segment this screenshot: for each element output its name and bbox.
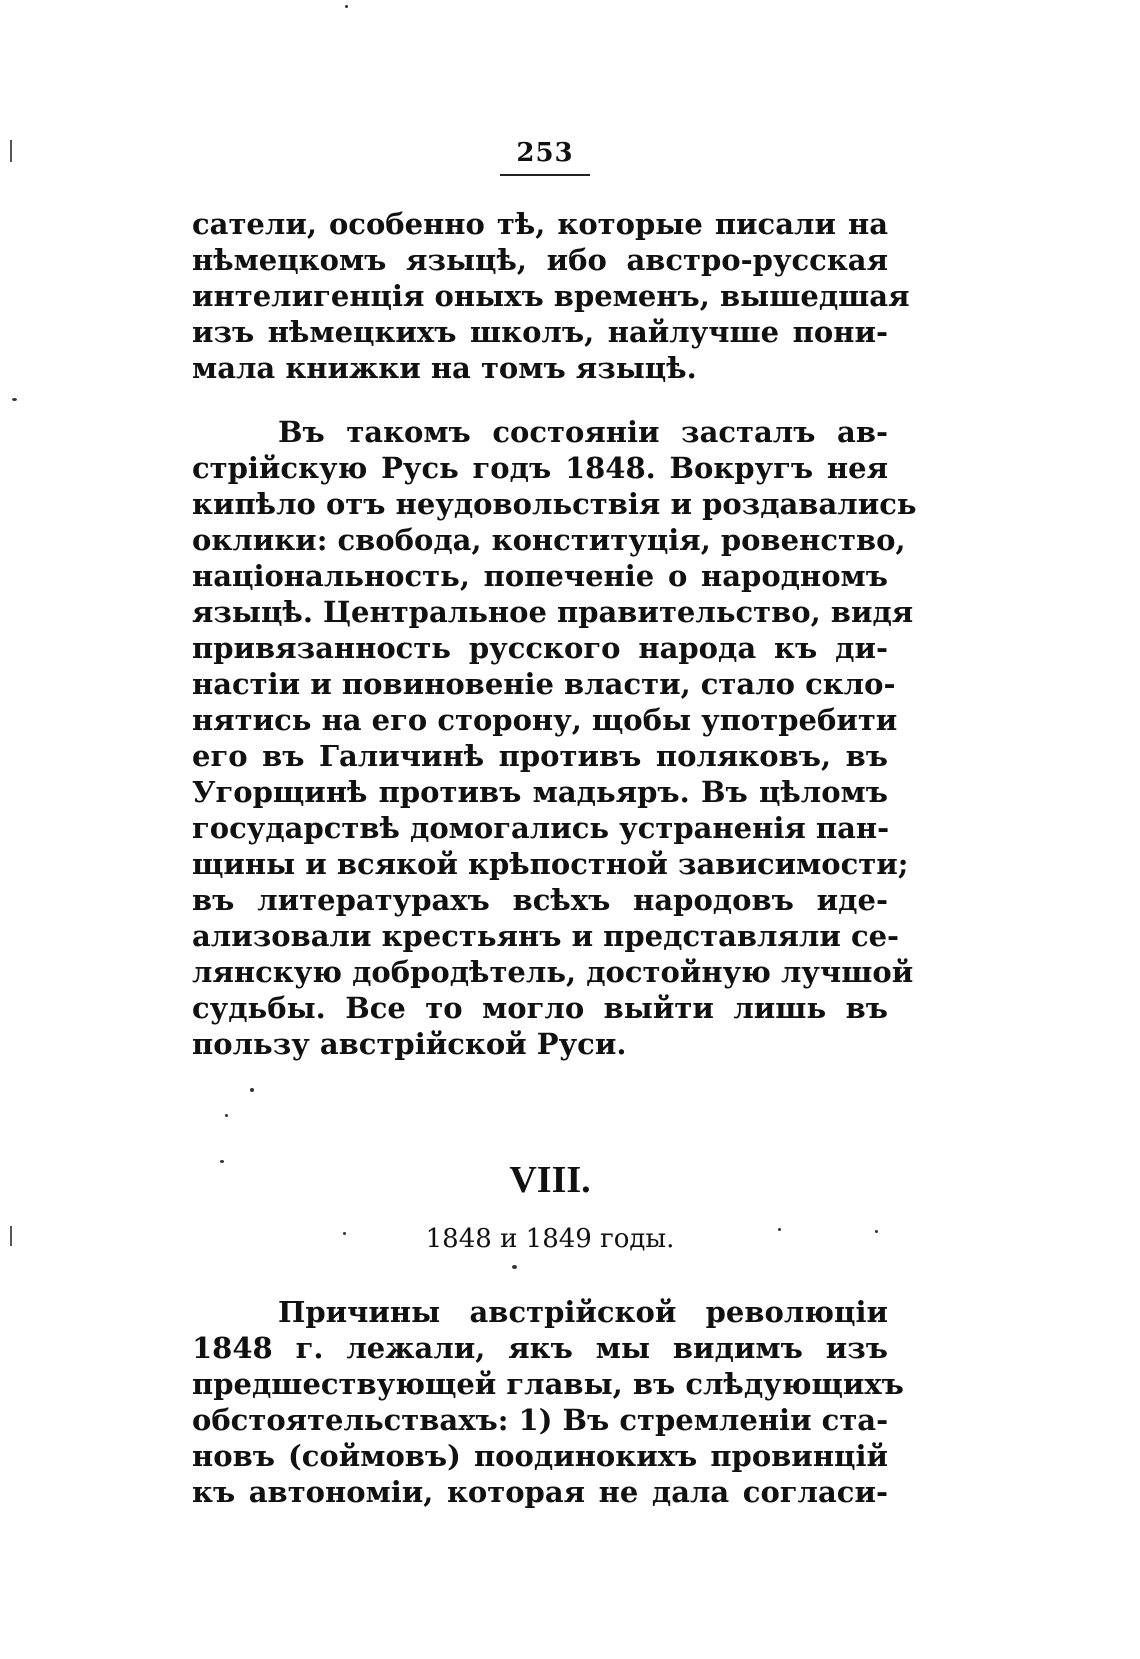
text-line: предшествующей главы, въ слѣдующихъ xyxy=(192,1367,904,1401)
text-line: привязанность русского народа къ ди- xyxy=(192,631,888,665)
text-line: государствѣ домогались устраненія пан- xyxy=(192,811,890,845)
scan-speck xyxy=(220,1160,224,1163)
text-line: мала книжки на томъ языцѣ. xyxy=(192,351,697,385)
text-line: къ автономіи, которая не дала согласи- xyxy=(192,1475,888,1509)
text-line: оклики: свобода, конституція, ровенство, xyxy=(192,523,906,557)
text-line: интелигенція оныхъ временъ, вышедшая xyxy=(192,279,910,313)
text-line: лянскую добродѣтель, достойную лучшой xyxy=(192,955,914,989)
scan-edge-mark xyxy=(10,140,12,162)
text-line: щины и всякой крѣпостной зависимости; xyxy=(192,847,909,881)
scan-speck xyxy=(343,1232,346,1235)
scan-speck xyxy=(225,1114,228,1117)
text-line: изъ нѣмецкихъ школъ, найлучше пони- xyxy=(192,315,888,349)
text-line: Въ такомъ состояніи засталъ ав- xyxy=(278,415,888,449)
text-line: новъ (соймовъ) поодинокихъ провинцій xyxy=(192,1439,888,1473)
text-line: языцѣ. Центральное правительство, видя xyxy=(192,595,914,629)
text-line: въ литературахъ всѣхъ народовъ иде- xyxy=(192,883,888,917)
scan-speck xyxy=(778,1228,781,1231)
text-line: ализовали крестьянъ и представляли се- xyxy=(192,919,900,953)
scan-speck xyxy=(345,5,348,8)
text-line: его въ Галичинѣ противъ поляковъ, въ xyxy=(192,739,888,773)
chapter-number: VIII. xyxy=(509,1159,591,1201)
text-line: національность, попеченіе о народномъ xyxy=(192,559,888,593)
page-number: 253 xyxy=(516,138,574,168)
text-line: нятись на его сторону, щобы употребити xyxy=(192,703,898,737)
scan-speck xyxy=(875,1230,878,1233)
text-line: стрійскую Русь годъ 1848. Вокругъ нея xyxy=(192,451,888,485)
text-line: нѣмецкомъ языцѣ, ибо австро-русская xyxy=(192,243,888,277)
scan-edge-mark xyxy=(10,1226,12,1246)
text-line: обстоятельствахъ: 1) Въ стремленіи ста- xyxy=(192,1403,889,1437)
page-number-underline xyxy=(500,174,590,176)
text-line: настіи и повиновеніе власти, стало скло- xyxy=(192,667,896,701)
chapter-title: 1848 и 1849 годы. xyxy=(425,1224,675,1254)
text-line: Причины австрійской революціи xyxy=(278,1295,888,1329)
scan-speck xyxy=(512,1265,517,1269)
text-line: пользу австрійской Руси. xyxy=(192,1027,627,1061)
text-line: сатели, особенно тѣ, которые писали на xyxy=(192,207,888,241)
text-line: 1848 г. лежали, якъ мы видимъ изъ xyxy=(192,1331,888,1365)
text-line: Угорщинѣ противъ мадьяръ. Въ цѣломъ xyxy=(192,775,888,809)
text-line: кипѣло отъ неудовольствія и роздавались xyxy=(192,487,917,521)
scan-speck xyxy=(12,398,17,401)
text-line: судьбы. Все то могло выйти лишь въ xyxy=(192,991,888,1025)
scan-speck xyxy=(250,1088,254,1092)
